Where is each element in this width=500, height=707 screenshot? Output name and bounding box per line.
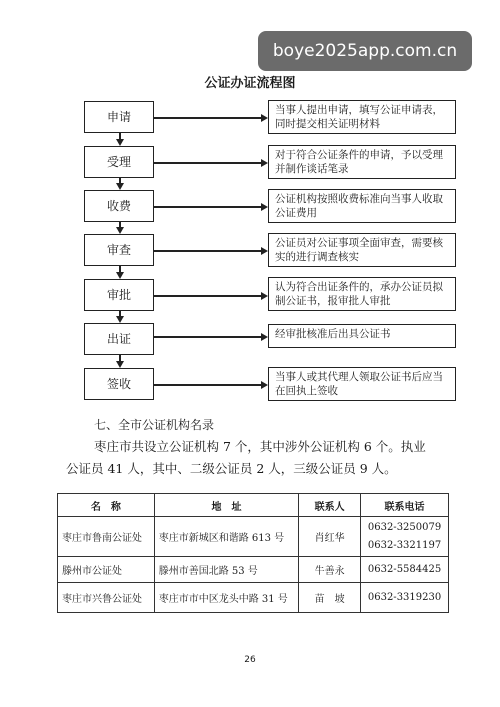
connector-line	[154, 206, 261, 208]
office-phone: 0632-5584425	[361, 557, 449, 583]
step-desc-sign: 当事人或其代理人领取公证书后应当在回执上签收	[268, 367, 456, 401]
step-box-approve: 审批	[84, 279, 154, 311]
paragraph-line-2: 公证员 41 人，其中、二级公证员 2 人，三级公证员 9 人。	[66, 461, 397, 476]
column-header-address: 地 址	[154, 494, 299, 517]
watermark: boye2025app.com.cn	[258, 31, 472, 71]
office-name: 枣庄市兴鲁公证处	[58, 583, 155, 613]
connector-line	[154, 117, 261, 119]
connector-line	[154, 250, 261, 252]
step-box-sign: 签收	[84, 368, 154, 400]
arrow-right-icon	[261, 159, 268, 167]
office-name: 滕州市公证处	[58, 557, 155, 583]
office-phone: 0632-3319230	[361, 583, 449, 613]
office-phone-2: 0632-3321197	[367, 539, 442, 551]
office-address: 滕州市善国北路 53 号	[154, 557, 299, 583]
arrow-down-icon	[116, 227, 124, 234]
arrow-down-icon	[116, 316, 124, 323]
column-header-name: 名 称	[58, 494, 155, 517]
section-title: 七、全市公证机构名录	[94, 418, 215, 432]
arrow-right-icon	[261, 203, 268, 211]
connector-line	[154, 336, 261, 338]
office-address: 枣庄市市中区龙头中路 31 号	[154, 583, 299, 613]
office-phone-1: 0632-3250079	[367, 521, 442, 533]
office-contact: 肖红华	[299, 517, 361, 557]
office-contact: 苗 坡	[299, 583, 361, 613]
step-box-fee: 收费	[84, 190, 154, 222]
connector-line	[154, 384, 261, 386]
arrow-down-icon	[116, 139, 124, 146]
office-contact: 牛善永	[299, 557, 361, 583]
office-address: 枣庄市新城区和谐路 613 号	[154, 517, 299, 557]
arrow-down-icon	[116, 272, 124, 279]
step-box-accept: 受理	[84, 146, 154, 178]
paragraph-line-1: 枣庄市共设立公证机构 7 个，其中涉外公证机构 6 个。执业	[94, 439, 426, 454]
arrow-right-icon	[261, 114, 268, 122]
column-header-phone: 联系电话	[361, 494, 449, 517]
connector-line	[154, 162, 261, 164]
arrow-down-icon	[116, 183, 124, 190]
table-row	[58, 557, 449, 583]
connector-line	[154, 295, 261, 297]
office-phone	[361, 517, 449, 557]
arrow-right-icon	[261, 292, 268, 300]
step-box-review: 审查	[84, 234, 154, 266]
step-desc-issue: 经审批核准后出具公证书	[268, 324, 456, 348]
office-name: 枣庄市鲁南公证处	[58, 517, 155, 557]
arrow-right-icon	[261, 381, 268, 389]
table-header-row	[58, 494, 449, 517]
step-desc-approve: 认为符合出证条件的，承办公证员拟制公证书，报审批人审批	[268, 277, 456, 311]
column-header-contact: 联系人	[299, 494, 361, 517]
arrow-right-icon	[261, 247, 268, 255]
page-title: 公证办证流程图	[204, 76, 296, 91]
arrow-down-icon	[116, 361, 124, 368]
step-box-issue: 出证	[84, 323, 154, 355]
step-desc-apply: 当事人提出申请，填写公证申请表，同时提交相关证明材料	[268, 100, 456, 134]
step-desc-fee: 公证机构按照收费标准向当事人收取公证费用	[268, 189, 456, 223]
step-box-apply: 申请	[84, 101, 154, 133]
arrow-right-icon	[261, 333, 268, 341]
step-desc-accept: 对于符合公证条件的申请，予以受理并制作谈话笔录	[268, 145, 456, 179]
table-row	[58, 583, 449, 613]
notary-directory-table	[57, 493, 449, 613]
step-desc-review: 公证员对公证事项全面审查，需要核实的进行调查核实	[268, 233, 456, 267]
table-row	[58, 517, 449, 557]
page-number: 26	[244, 655, 256, 665]
